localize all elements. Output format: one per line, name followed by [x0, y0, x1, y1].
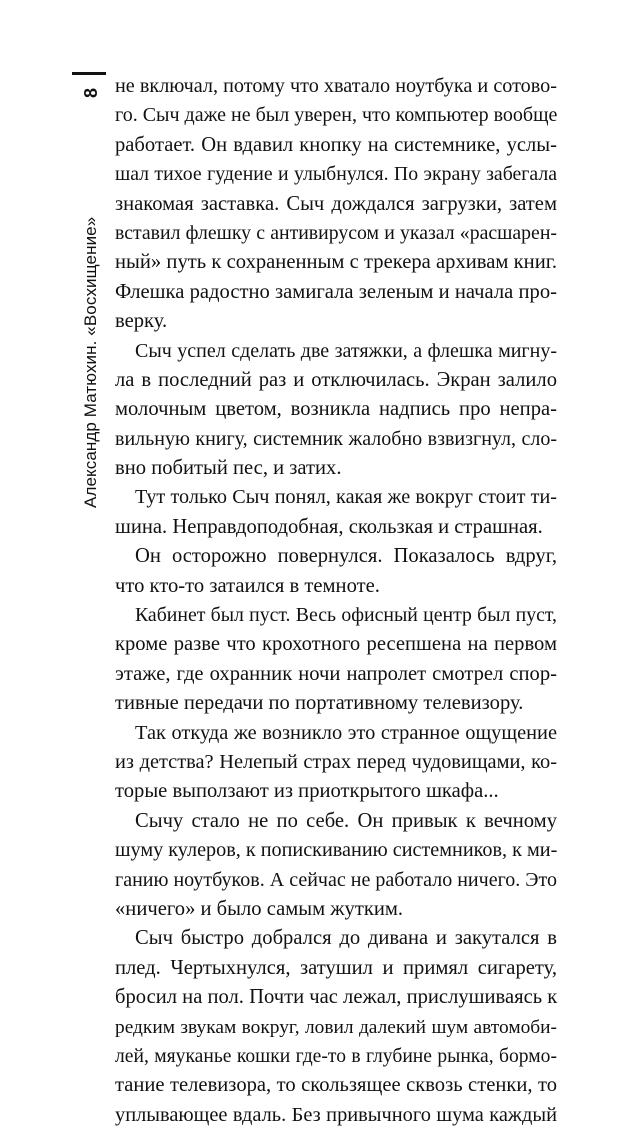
text-line: Кабинет был пуст. Весь офисный центр был пуст,: [135, 604, 557, 627]
text-line: этаже, где охранник ночи напролет смотрел спор-: [115, 662, 557, 685]
text-line: Так откуда же возникло это странное ощущение: [135, 721, 557, 744]
text-line: редким звукам вокруг, ловил далекий шум автомоби-: [115, 1016, 557, 1038]
page-number: 8: [80, 88, 101, 99]
text-line: ный» путь к сохраненным с трекера архивам книг.: [115, 251, 557, 274]
text-line: торые выползают из приоткрытого шкафа...: [115, 780, 499, 803]
running-title: Александр Матюхин. «Восхищение»: [81, 216, 100, 508]
text-line: вильную книгу, системник жалобно взвизгнул, сло-: [115, 427, 557, 450]
body-text: [115, 72, 557, 1130]
text-line: тивные передачи по портативному телевизору.: [115, 692, 524, 715]
text-line: не включал, потому что хватало ноутбука и сотово-: [115, 75, 557, 97]
text-line: плед. Чертыхнулся, затушил и примял сигарету,: [115, 956, 557, 979]
text-line: верку.: [115, 310, 168, 333]
text-line: лей, мяуканье кошки где-то в глубине рынка, бормо-: [115, 1045, 557, 1067]
text-line: работает. Он вдавил кнопку на системнике, услы-: [115, 133, 557, 156]
text-line: «ничего» и было самым жутким.: [115, 897, 404, 920]
text-line: бросил на пол. Почти час лежал, прислушиваясь к: [115, 986, 558, 1009]
text-line: шуму кулеров, к попискиванию системников, к ми-: [115, 839, 558, 862]
text-line: Флешка радостно замигала зеленым и начала про-: [115, 280, 557, 303]
text-line: Он осторожно повернулся. Показалось вдруг,: [135, 545, 557, 568]
text-line: вставил флешку с антивирусом и указал «расшарен-: [115, 221, 557, 244]
text-line: вно побитый пес, и затих.: [115, 457, 342, 480]
text-line: Сычу стало не по себе. Он привык к вечному: [135, 809, 557, 832]
text-line: молочным цветом, возникла надпись про непра-: [115, 398, 557, 421]
text-line: го. Сыч даже не был уверен, что компьютер вообще: [115, 104, 558, 127]
text-line: ла в последний раз и отключилась. Экран залило: [115, 368, 557, 391]
text-line: ганию ноутбуков. А сейчас не работало ничего. Это: [115, 868, 557, 891]
text-line: Сыч успел сделать две затяжки, а флешка мигну-: [135, 339, 557, 362]
text-line: из детства? Нелепый страх перед чудовищами, ко-: [115, 750, 557, 773]
running-header: [74, 88, 108, 508]
text-line: тание телевизора, то скользящее сквозь стенки, то: [115, 1074, 557, 1097]
text-line: уплывающее вдаль. Без привычного шума каждый: [115, 1103, 557, 1126]
text-line: шина. Неправдоподобная, скользкая и страшная.: [115, 515, 543, 538]
text-line: что кто-то затаился в темноте.: [115, 574, 380, 597]
header-rule: [72, 72, 106, 75]
text-line: Сыч быстро добрался до дивана и закутался в: [135, 927, 557, 950]
text-line: знакомая заставка. Сыч дождался загрузки, затем: [115, 192, 557, 215]
text-line: Тут только Сыч понял, какая же вокруг стоит ти-: [135, 486, 557, 509]
text-line: кроме разве что крохотного ресепшена на первом: [115, 633, 557, 656]
text-line: шал тихое гудение и улыбнулся. По экрану забегала: [115, 163, 557, 186]
